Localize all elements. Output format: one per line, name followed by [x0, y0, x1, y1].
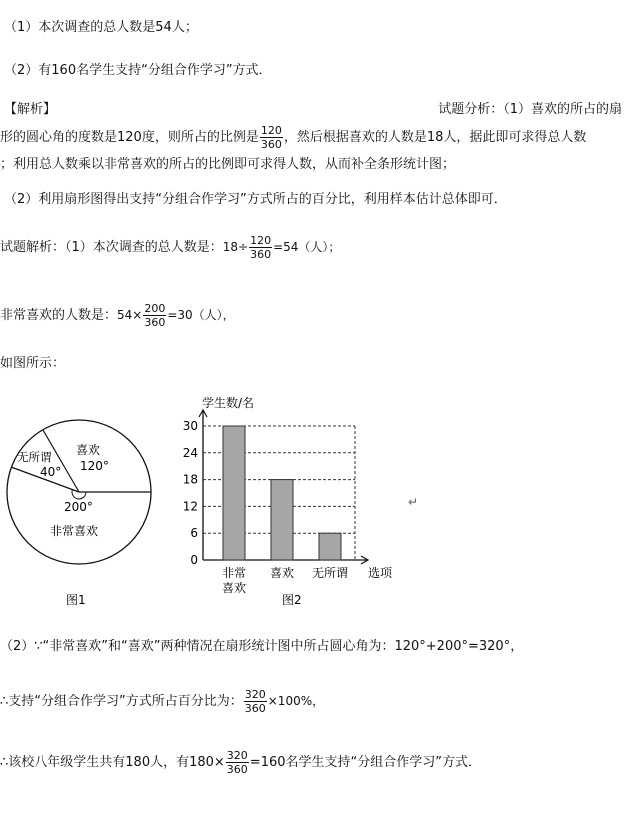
fraction	[226, 749, 249, 776]
pie-angle-like: 120°	[80, 459, 109, 473]
return-mark: ↵	[408, 495, 419, 509]
fraction-numerator: 200	[144, 302, 166, 315]
analysis-line-2-post: ，然后根据喜欢的人数是18人，据此即可求得总人数	[283, 130, 587, 145]
x-tick-label: 无所谓	[311, 566, 349, 580]
fraction-denominator: 360	[250, 248, 272, 261]
y-tick-label: 18	[182, 472, 198, 487]
fraction	[143, 302, 166, 329]
y-tick-label: 0	[190, 553, 198, 567]
fraction	[260, 124, 283, 151]
solution-line-6-post: =160名学生支持“分组合作学习”方式．	[249, 755, 481, 770]
fraction-denominator: 360	[144, 316, 166, 329]
bar-layer	[183, 410, 368, 595]
fraction-numerator: 320	[244, 688, 266, 701]
pie-label-like: 喜欢	[76, 443, 101, 457]
fraction-numerator: 120	[260, 124, 282, 137]
analysis-line-2-pre: 形的圆心角的度数是120度，则所占的比例是	[0, 130, 259, 145]
analysis-line-2	[0, 124, 586, 151]
solution-line-5-post: ×100%，	[267, 694, 325, 708]
fraction-numerator: 320	[226, 749, 248, 762]
y-tick-label: 24	[182, 445, 198, 460]
solution-line-5	[0, 688, 324, 715]
x-tick-label: 喜欢	[269, 566, 295, 580]
pie-angle-very-like: 200°	[64, 500, 93, 514]
y-tick-label: 12	[182, 499, 198, 514]
solution-line-4: （2）∵“非常喜欢”和“喜欢”两种情况在扇形统计图中所占圆心角为：120°+200°=320°，	[0, 639, 524, 654]
answer-1: （1）本次调查的总人数是54人；	[4, 20, 198, 35]
fraction-denominator: 360	[226, 763, 248, 776]
pie-caption: 图1	[66, 593, 86, 607]
solution-line-2-expr: 54×	[117, 308, 143, 322]
solution-line-5-pre: ∴支持“分组合作学习”方式所占百分比为：	[0, 694, 243, 709]
solution-line-2-pre: 非常喜欢的人数是：	[0, 308, 118, 323]
analysis-intro: 试题分析：（1）喜欢的所占的扇	[438, 102, 622, 117]
pie-angle-indifferent: 40°	[40, 465, 62, 479]
y-axis-label: 学生数/名	[202, 396, 255, 410]
answer-2: （2）有160名学生支持“分组合作学习”方式．	[4, 63, 272, 78]
fraction	[249, 234, 272, 261]
fraction-denominator: 360	[260, 138, 282, 151]
solution-line-3: 如图所示：	[0, 356, 66, 371]
y-tick-label: 30	[182, 419, 198, 433]
fraction-denominator: 360	[244, 702, 266, 715]
x-tick-label: 非常	[221, 566, 247, 580]
x-axis-label: 选项	[368, 566, 393, 580]
solution-line-2-post: =30（人），	[167, 308, 235, 322]
solution-line-2	[0, 302, 235, 329]
bar	[223, 426, 245, 560]
bar-chart-caption: 图2	[282, 593, 302, 607]
bar	[271, 480, 293, 560]
solution-line-1	[0, 234, 340, 261]
fraction-numerator: 120	[250, 234, 272, 247]
analysis-line-4: （2）利用扇形图得出支持“分组合作学习”方式所占的百分比，利用样本估计总体即可．	[4, 192, 507, 207]
pie-label-very-like: 非常喜欢	[50, 524, 99, 538]
x-tick-label: 喜欢	[221, 581, 247, 595]
solution-line-6-pre: ∴该校八年级学生共有180人，有180×	[0, 755, 225, 770]
solution-line-6	[0, 749, 481, 776]
pie-label-indifferent: 无所谓	[17, 450, 52, 464]
solution-line-1-post: =54（人）；	[273, 240, 341, 254]
solution-line-1-pre: 试题解析：（1）本次调查的总人数是：	[0, 240, 223, 255]
fraction	[244, 688, 267, 715]
bar-chart	[170, 390, 405, 615]
solution-line-1-expr: 18÷	[222, 240, 249, 254]
analysis-line-3: ；利用总人数乘以非常喜欢的所占的比例即可求得人数，从而补全条形统计图；	[0, 157, 456, 172]
bar	[319, 533, 341, 560]
pie-figure	[0, 395, 195, 610]
y-tick-label: 6	[190, 526, 198, 541]
analysis-header: 【解析】	[4, 102, 57, 117]
